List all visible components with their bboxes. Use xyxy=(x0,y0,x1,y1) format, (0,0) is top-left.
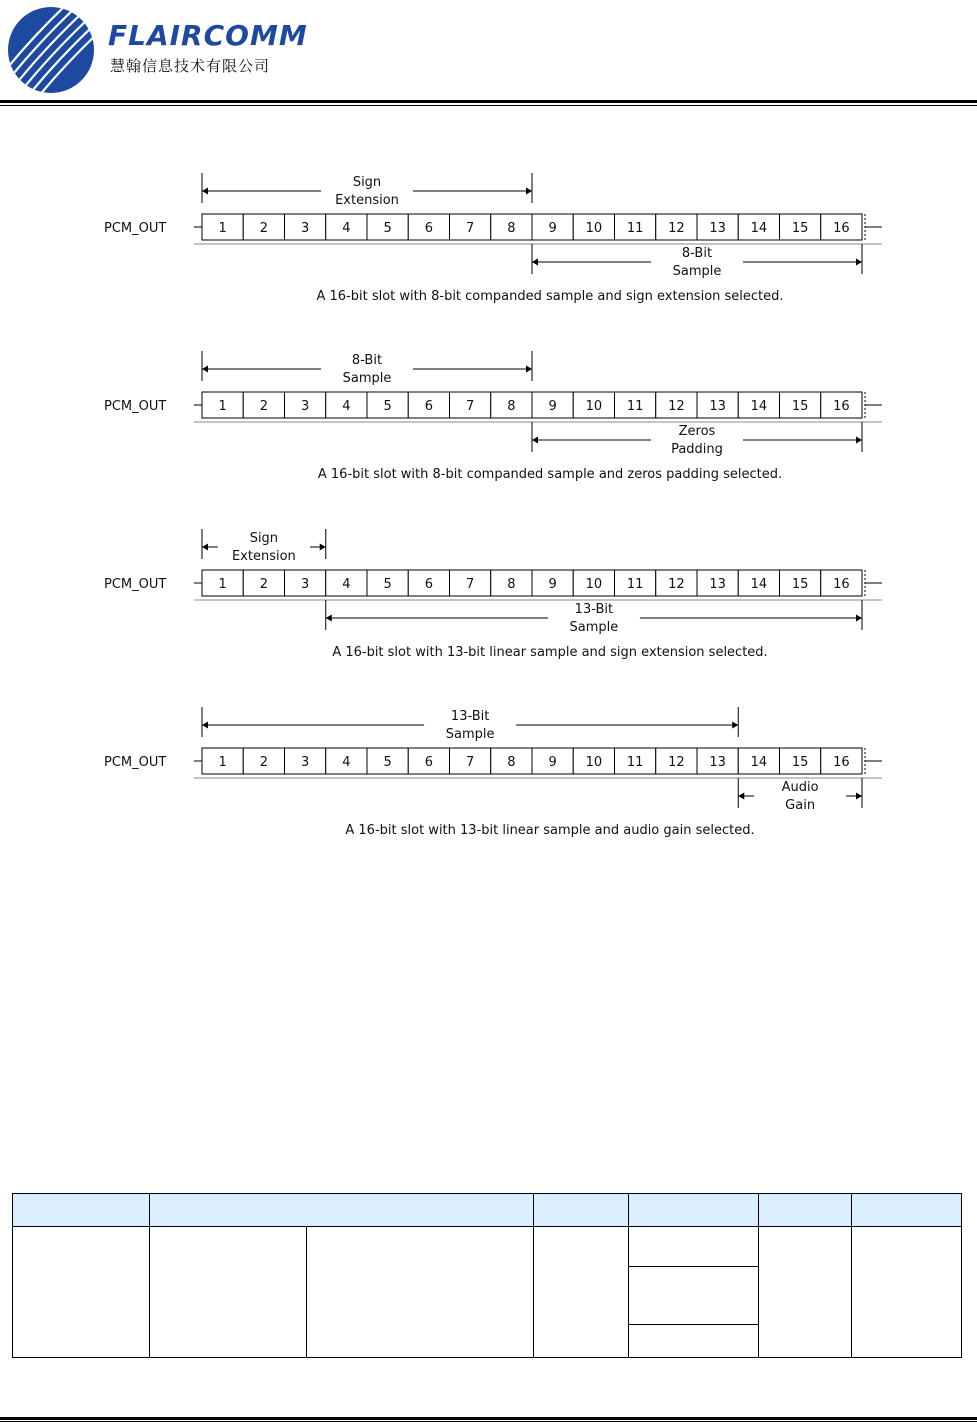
spec-table xyxy=(12,1193,962,1358)
bit-number: 12 xyxy=(668,577,685,592)
table-cell xyxy=(307,1227,534,1358)
bit-number: 1 xyxy=(218,577,227,592)
header-rule-thin xyxy=(0,105,977,106)
bit-number: 12 xyxy=(668,755,685,770)
top-span-label-line1: Sign xyxy=(352,175,382,190)
table-header-cell xyxy=(759,1194,852,1227)
top-span-arrow-left xyxy=(202,366,208,373)
table-cell xyxy=(629,1267,759,1325)
bit-number: 8 xyxy=(507,577,516,592)
bit-number: 15 xyxy=(791,755,809,770)
diagram-caption: A 16-bit slot with 8-bit companded sample and zeros padding selected. xyxy=(317,467,783,482)
bit-number: 9 xyxy=(548,399,557,414)
bit-number: 16 xyxy=(833,399,850,414)
bit-number: 15 xyxy=(791,399,809,414)
bit-number: 5 xyxy=(383,755,392,770)
bit-number: 3 xyxy=(300,399,310,414)
bit-number: 13 xyxy=(709,577,726,592)
table-cell xyxy=(150,1227,307,1358)
signal-label: PCM_OUT xyxy=(104,755,167,770)
bottom-span-arrow-right xyxy=(856,793,862,800)
table-cell xyxy=(534,1227,629,1358)
top-span-label-line2: Sample xyxy=(445,727,495,742)
top-span-arrow-right xyxy=(526,188,532,195)
bottom-span-arrow-right xyxy=(856,259,862,266)
page-header xyxy=(0,0,977,110)
bottom-span-label-line2: Gain xyxy=(785,798,816,813)
top-span-label-line1: 13-Bit xyxy=(450,709,490,724)
top-span-arrow-left xyxy=(202,544,208,551)
header-rule-thick xyxy=(0,100,977,103)
top-span-label-line2: Extension xyxy=(231,549,296,564)
bit-number: 14 xyxy=(750,221,768,236)
bit-number: 16 xyxy=(833,755,850,770)
table-header-cell xyxy=(534,1194,629,1227)
bit-number: 7 xyxy=(465,577,475,592)
company-name: FLAIRCOMM xyxy=(108,19,308,52)
bit-number: 2 xyxy=(259,755,269,770)
table-cell xyxy=(852,1227,962,1358)
company-name-chinese: 慧翰信息技术有限公司 xyxy=(110,57,271,75)
table-row xyxy=(13,1227,962,1267)
table-header-cell xyxy=(13,1194,150,1227)
bit-number: 11 xyxy=(626,577,644,592)
top-span-arrow-right xyxy=(732,722,738,729)
footer-rule-thin xyxy=(0,1421,977,1422)
bit-number: 12 xyxy=(668,221,685,236)
bottom-span-arrow-left xyxy=(532,437,538,444)
bit-number: 3 xyxy=(300,755,310,770)
table-header-row xyxy=(13,1194,962,1227)
bottom-span-label-line1: 13-Bit xyxy=(574,602,614,617)
table-header-cell xyxy=(629,1194,759,1227)
bit-number: 3 xyxy=(300,221,310,236)
bit-number: 15 xyxy=(791,577,809,592)
top-span-arrow-right xyxy=(320,544,326,551)
bit-number: 14 xyxy=(750,399,768,414)
bit-number: 1 xyxy=(218,221,227,236)
bit-number: 16 xyxy=(833,221,850,236)
signal-label: PCM_OUT xyxy=(104,221,167,236)
table-cell xyxy=(629,1227,759,1267)
table-cell xyxy=(759,1227,852,1358)
bottom-span-arrow-right xyxy=(856,615,862,622)
bit-number: 9 xyxy=(548,577,557,592)
diagram-caption: A 16-bit slot with 8-bit companded sample and sign extension selected. xyxy=(316,289,784,304)
bottom-span-label-line2: Padding xyxy=(671,442,723,457)
bottom-span-arrow-left xyxy=(326,615,332,622)
bit-number: 7 xyxy=(465,221,475,236)
top-span-arrow-left xyxy=(202,722,208,729)
bit-number: 10 xyxy=(585,577,603,592)
bottom-span-arrow-right xyxy=(856,437,862,444)
bit-number: 5 xyxy=(383,577,392,592)
bit-number: 11 xyxy=(626,399,644,414)
bit-number: 9 xyxy=(548,221,557,236)
footer-rule-thick xyxy=(0,1417,977,1420)
bottom-span-label-line1: Audio xyxy=(781,780,819,795)
pcm-slot-diagrams xyxy=(60,148,910,848)
bit-number: 9 xyxy=(548,755,557,770)
bit-number: 5 xyxy=(383,399,392,414)
bit-number: 11 xyxy=(626,221,644,236)
bottom-span-label-line2: Sample xyxy=(569,620,619,635)
signal-label: PCM_OUT xyxy=(104,577,167,592)
bit-number: 6 xyxy=(424,577,434,592)
bit-number: 13 xyxy=(709,221,726,236)
bottom-span-label-line1: 8-Bit xyxy=(681,246,713,261)
bit-number: 5 xyxy=(383,221,392,236)
bit-number: 13 xyxy=(709,399,726,414)
bit-number: 2 xyxy=(259,399,269,414)
bit-number: 6 xyxy=(424,755,434,770)
bit-number: 3 xyxy=(300,577,310,592)
bit-number: 14 xyxy=(750,755,768,770)
bottom-span-label-line2: Sample xyxy=(672,264,722,279)
bit-number: 10 xyxy=(585,399,603,414)
bit-number: 8 xyxy=(507,755,516,770)
table-cell xyxy=(13,1227,150,1358)
bit-number: 2 xyxy=(259,221,269,236)
signal-label: PCM_OUT xyxy=(104,399,167,414)
bit-number: 4 xyxy=(342,577,351,592)
top-span-label-line2: Extension xyxy=(335,193,399,208)
bit-number: 7 xyxy=(465,399,475,414)
table-header-cell xyxy=(852,1194,962,1227)
bit-number: 4 xyxy=(342,755,351,770)
flaircomm-logo-icon xyxy=(6,5,96,95)
bit-number: 10 xyxy=(585,755,603,770)
table-header-cell xyxy=(150,1194,534,1227)
top-span-arrow-left xyxy=(202,188,208,195)
bit-number: 4 xyxy=(342,221,351,236)
bit-number: 10 xyxy=(585,221,603,236)
top-span-arrow-right xyxy=(526,366,532,373)
diagram-caption: A 16-bit slot with 13-bit linear sample and audio gain selected. xyxy=(345,823,755,838)
bit-number: 11 xyxy=(626,755,644,770)
top-span-label-line1: Sign xyxy=(249,531,279,546)
bit-number: 6 xyxy=(424,399,434,414)
bit-number: 13 xyxy=(709,755,726,770)
top-span-label-line2: Sample xyxy=(342,371,392,386)
bit-number: 8 xyxy=(507,399,516,414)
table-cell xyxy=(629,1325,759,1358)
bottom-span-label-line1: Zeros xyxy=(678,424,716,439)
bit-number: 15 xyxy=(791,221,809,236)
bit-number: 12 xyxy=(668,399,685,414)
bottom-span-arrow-left xyxy=(738,793,744,800)
top-span-label-line1: 8-Bit xyxy=(351,353,383,368)
bit-number: 7 xyxy=(465,755,475,770)
bit-number: 14 xyxy=(750,577,768,592)
bit-number: 8 xyxy=(507,221,516,236)
bit-number: 1 xyxy=(218,755,227,770)
bit-number: 4 xyxy=(342,399,351,414)
bit-number: 16 xyxy=(833,577,850,592)
diagram-caption: A 16-bit slot with 13-bit linear sample and sign extension selected. xyxy=(332,645,768,660)
bit-number: 6 xyxy=(424,221,434,236)
bottom-span-arrow-left xyxy=(532,259,538,266)
bit-number: 1 xyxy=(218,399,227,414)
bit-number: 2 xyxy=(259,577,269,592)
